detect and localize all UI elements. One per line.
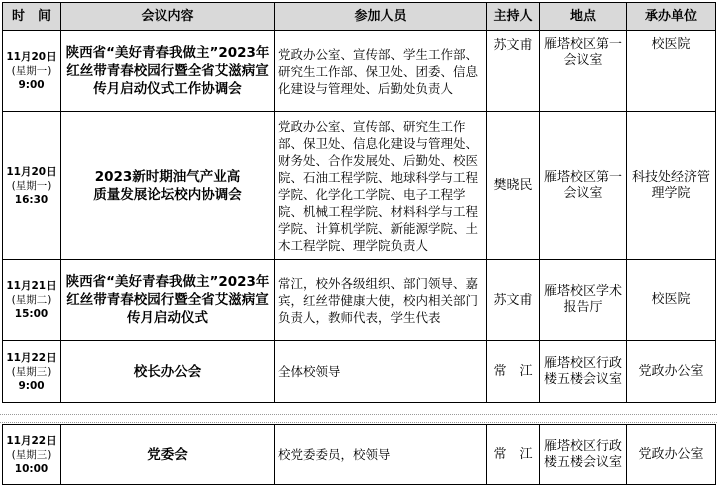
date: 11月21日 — [6, 280, 57, 292]
time: 10:00 — [14, 462, 49, 475]
host: 苏文甫 — [487, 31, 540, 112]
time: 9:00 — [18, 79, 45, 91]
table-row — [3, 31, 716, 112]
time: 9:00 — [18, 379, 45, 392]
date: 11月22日 — [6, 434, 57, 447]
location: 雁塔校区行政楼五楼会议室 — [540, 341, 627, 403]
time-cell — [3, 341, 61, 403]
time: 16:30 — [14, 193, 49, 206]
header-row — [3, 3, 716, 31]
host: 苏文甫 — [487, 260, 540, 341]
meeting-content: 2023新时期油气产业高质量发展论坛校内协调会 — [61, 112, 275, 260]
location: 雁塔校区行政楼五楼会议室 — [540, 425, 627, 485]
time: 15:00 — [14, 308, 49, 320]
time-cell — [3, 260, 61, 341]
attendees: 常江，校外各级组织、部门领导、嘉宾，红丝带健康大使，校内相关部门负责人，教师代表，学生代表 — [275, 260, 487, 341]
organizer: 党政办公室 — [627, 341, 716, 403]
table-row — [3, 260, 716, 341]
header-organizer: 承办单位 — [627, 3, 716, 31]
table-row — [3, 112, 716, 260]
weekday: (星期一) — [11, 179, 52, 192]
organizer: 校医院 — [627, 31, 716, 112]
meeting-content: 陕西省“美好青春我做主”2023年红丝带青春校园行暨全省艾滋病宣传月启动仪式 — [61, 260, 275, 341]
meeting-content: 校长办公会 — [61, 341, 275, 403]
header-attendees: 参加人员 — [275, 3, 487, 31]
schedule-table — [2, 2, 716, 403]
time-cell — [3, 112, 61, 260]
host: 樊晓民 — [487, 112, 540, 260]
schedule-table-continued — [2, 424, 716, 485]
meeting-content: 党委会 — [61, 425, 275, 485]
table-row — [3, 341, 716, 403]
weekday: (星期一) — [11, 65, 52, 77]
header-time: 时 间 — [3, 3, 61, 31]
table-row — [3, 425, 716, 485]
host: 常 江 — [487, 425, 540, 485]
location: 雁塔校区第一会议室 — [540, 112, 627, 260]
location: 雁塔校区第一会议室 — [540, 31, 627, 112]
weekday: (星期三) — [11, 448, 52, 461]
weekday: (星期三) — [11, 365, 52, 378]
header-location: 地点 — [540, 3, 627, 31]
attendees: 全体校领导 — [275, 341, 487, 403]
date: 11月22日 — [6, 351, 57, 364]
date: 11月20日 — [6, 165, 57, 178]
attendees: 党政办公室、宣传部、研究生工作部、保卫处、信息化建设与管理处、财务处、合作发展处、后勤处、校医院、石油工程学院、地球科学与工程学院、化学化工学院、电子工程学院、机械工程学院、材料科学与工程学院、计算机学院、新能源学院、土木工程学院、理学院负责人 — [275, 112, 487, 260]
time-cell — [3, 425, 61, 485]
attendees: 校党委委员，校领导 — [275, 425, 487, 485]
page-break — [0, 414, 717, 423]
meeting-content: 陕西省“美好青春我做主”2023年红丝带青春校园行暨全省艾滋病宣传月启动仪式工作协调会 — [61, 31, 275, 112]
host: 常 江 — [487, 341, 540, 403]
header-content: 会议内容 — [61, 3, 275, 31]
organizer: 科技处经济管理学院 — [627, 112, 716, 260]
attendees: 党政办公室、宣传部、学生工作部、研究生工作部、保卫处、团委、信息化建设与管理处、后勤处负责人 — [275, 31, 487, 112]
organizer: 校医院 — [627, 260, 716, 341]
header-host: 主持人 — [487, 3, 540, 31]
date: 11月20日 — [6, 51, 57, 63]
location: 雁塔校区学术报告厅 — [540, 260, 627, 341]
organizer: 党政办公室 — [627, 425, 716, 485]
time-cell — [3, 31, 61, 112]
weekday: (星期二) — [11, 294, 52, 306]
